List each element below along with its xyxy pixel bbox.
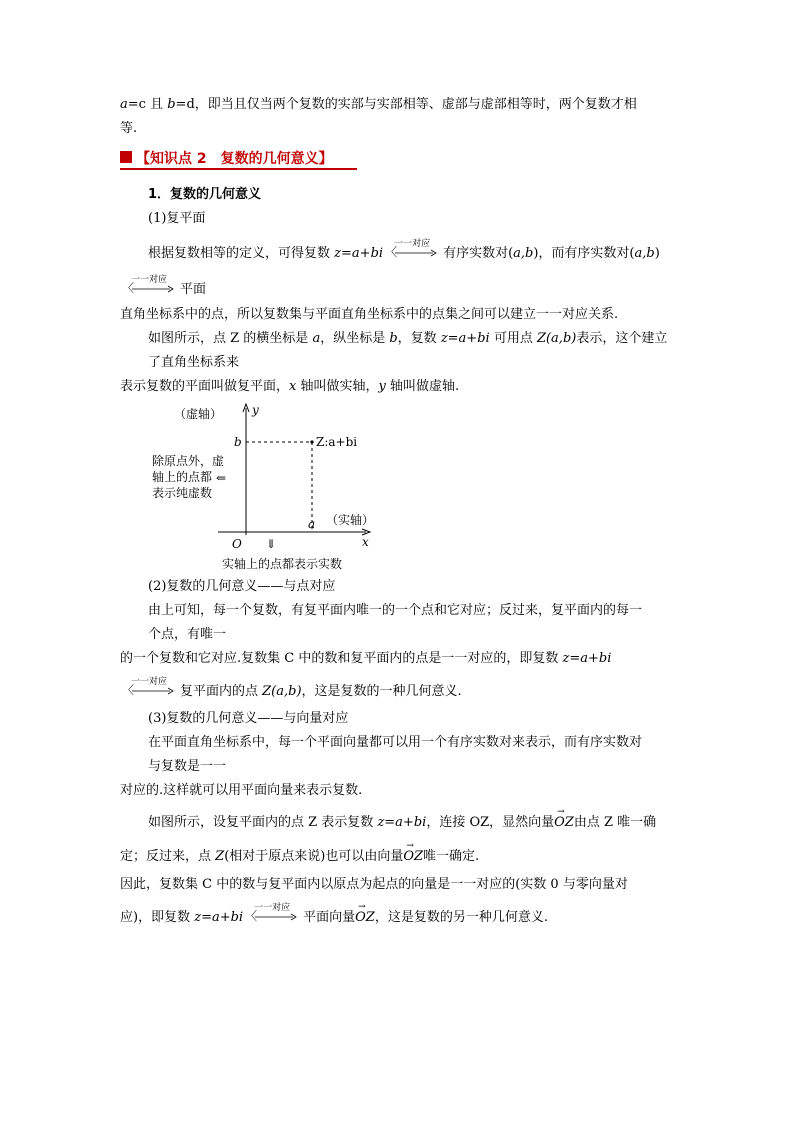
paragraph-line: 对应的.这样就可以用平面向量来表示复数. — [120, 783, 363, 798]
y-axis-label: y — [252, 403, 259, 417]
left-note-line-1: 除原点外，虚 — [152, 454, 225, 468]
section-marker-icon — [120, 151, 132, 163]
left-note-line-3: 表示纯虚数 — [152, 486, 213, 500]
paragraph-line: 一一对应 〈 复平面内的点 Z(a,b)，这是复数的一种几何意义. — [122, 677, 462, 699]
y-axis-name: （虚轴） — [174, 407, 223, 421]
down-arrow-icon: ⇓ — [266, 537, 277, 551]
paragraph-line: 根据复数相等的定义，可得复数 z=a+bi 一一对应 〈 有序实数对(a,b)，而有序实数对(a,b) — [148, 239, 660, 261]
paragraph-line: 定；反过来，点 Z(相对于原点来说)也可以由向量→ OZ唯一确定. — [120, 848, 479, 866]
x-axis-label: x — [362, 535, 369, 549]
a-tick-label: a — [308, 517, 316, 531]
svg-text:〈: 〈 — [385, 245, 398, 259]
section-title: 【知识点 2 复数的几何意义】 — [136, 151, 333, 167]
paragraph-line: 一一对应 〈 平面 — [122, 275, 207, 297]
point-z — [310, 440, 313, 443]
vector-oz: → OZ — [355, 909, 375, 927]
paragraph-line: 如图所示，设复平面内的点 Z 表示复数 z=a+bi，连接 OZ，显然向量→ OZ由点 Z 唯一确 — [148, 814, 656, 832]
paragraph-line: 因此，复数集 C 中的数与复平面内以原点为起点的向量是一一对应的(实数 0 与零向量对 — [120, 877, 628, 892]
paragraph-line: 在平面直角坐标系中，每一个平面向量都可以用一个有序实数对来表示，而有序实数对 — [148, 735, 643, 750]
continued-text-end: 等. — [120, 121, 138, 136]
paragraph-line: 由上可知，每一个复数，有复平面内唯一的一个点和它对应；反过来，复平面内的每一 — [148, 603, 643, 618]
paragraph-line: 应)，即复数 z=a+bi 一一对应 〈 平面向量→ OZ，这是复数的另一种几何意义. — [120, 908, 548, 927]
section-underline — [120, 168, 357, 170]
origin-label: O — [232, 537, 242, 551]
svg-text:〈: 〈 — [245, 909, 258, 923]
correspondence-arrow-icon: 一一对应 〈 — [245, 908, 301, 924]
subsection-title: 1．复数的几何意义 — [148, 187, 262, 202]
subsubsection-title: (2)复数的几何意义——与点对应 — [148, 579, 336, 594]
subsubsection-title: (3)复数的几何意义——与向量对应 — [148, 711, 349, 726]
correspondence-arrow-icon: 一一对应 〈 — [385, 244, 441, 260]
svg-text:〈: 〈 — [122, 281, 135, 295]
complex-plane-figure — [148, 400, 388, 575]
paragraph-line: 表示复数的平面叫做复平面，x 轴叫做实轴，y 轴叫做虚轴. — [120, 379, 460, 394]
paragraph-line: 个点，有唯一 — [148, 627, 227, 642]
subsubsection-title: (1)复平面 — [148, 211, 206, 226]
vector-oz: → OZ — [554, 814, 574, 832]
left-arrow-icon: ⇐ — [216, 471, 227, 485]
correspondence-arrow-icon: 一一对应 〈 — [122, 682, 178, 698]
continued-text: a=c 且 b=d，即当且仅当两个复数的实部与实部相等、虚部与虚部相等时，两个复数才相 — [120, 97, 637, 112]
bottom-note: 实轴上的点都表示实数 — [222, 557, 343, 571]
point-label: Z:a+bi — [316, 435, 358, 449]
svg-text:〈: 〈 — [122, 683, 135, 697]
x-axis-name: （实轴） — [326, 513, 375, 527]
left-note-line-2: 轴上的点都 — [152, 470, 213, 484]
paragraph-line: 与复数是一一 — [148, 759, 227, 774]
paragraph-line: 直角坐标系中的点，所以复数集与平面直角坐标系中的点集之间可以建立一一对应关系. — [120, 307, 619, 322]
paragraph-line: 的一个复数和它对应.复数集 C 中的数和复平面内的点是一一对应的，即复数 z=a+bi — [120, 651, 612, 666]
correspondence-arrow-icon: 一一对应 〈 — [122, 280, 178, 296]
paragraph-line: 了直角坐标系来 — [148, 355, 240, 370]
b-tick-label: b — [234, 435, 242, 449]
paragraph-line: 如图所示，点 Z 的横坐标是 a，纵坐标是 b，复数 z=a+bi 可用点 Z(a,b)表示，这个建立 — [148, 331, 668, 346]
vector-oz: → OZ — [403, 848, 423, 866]
